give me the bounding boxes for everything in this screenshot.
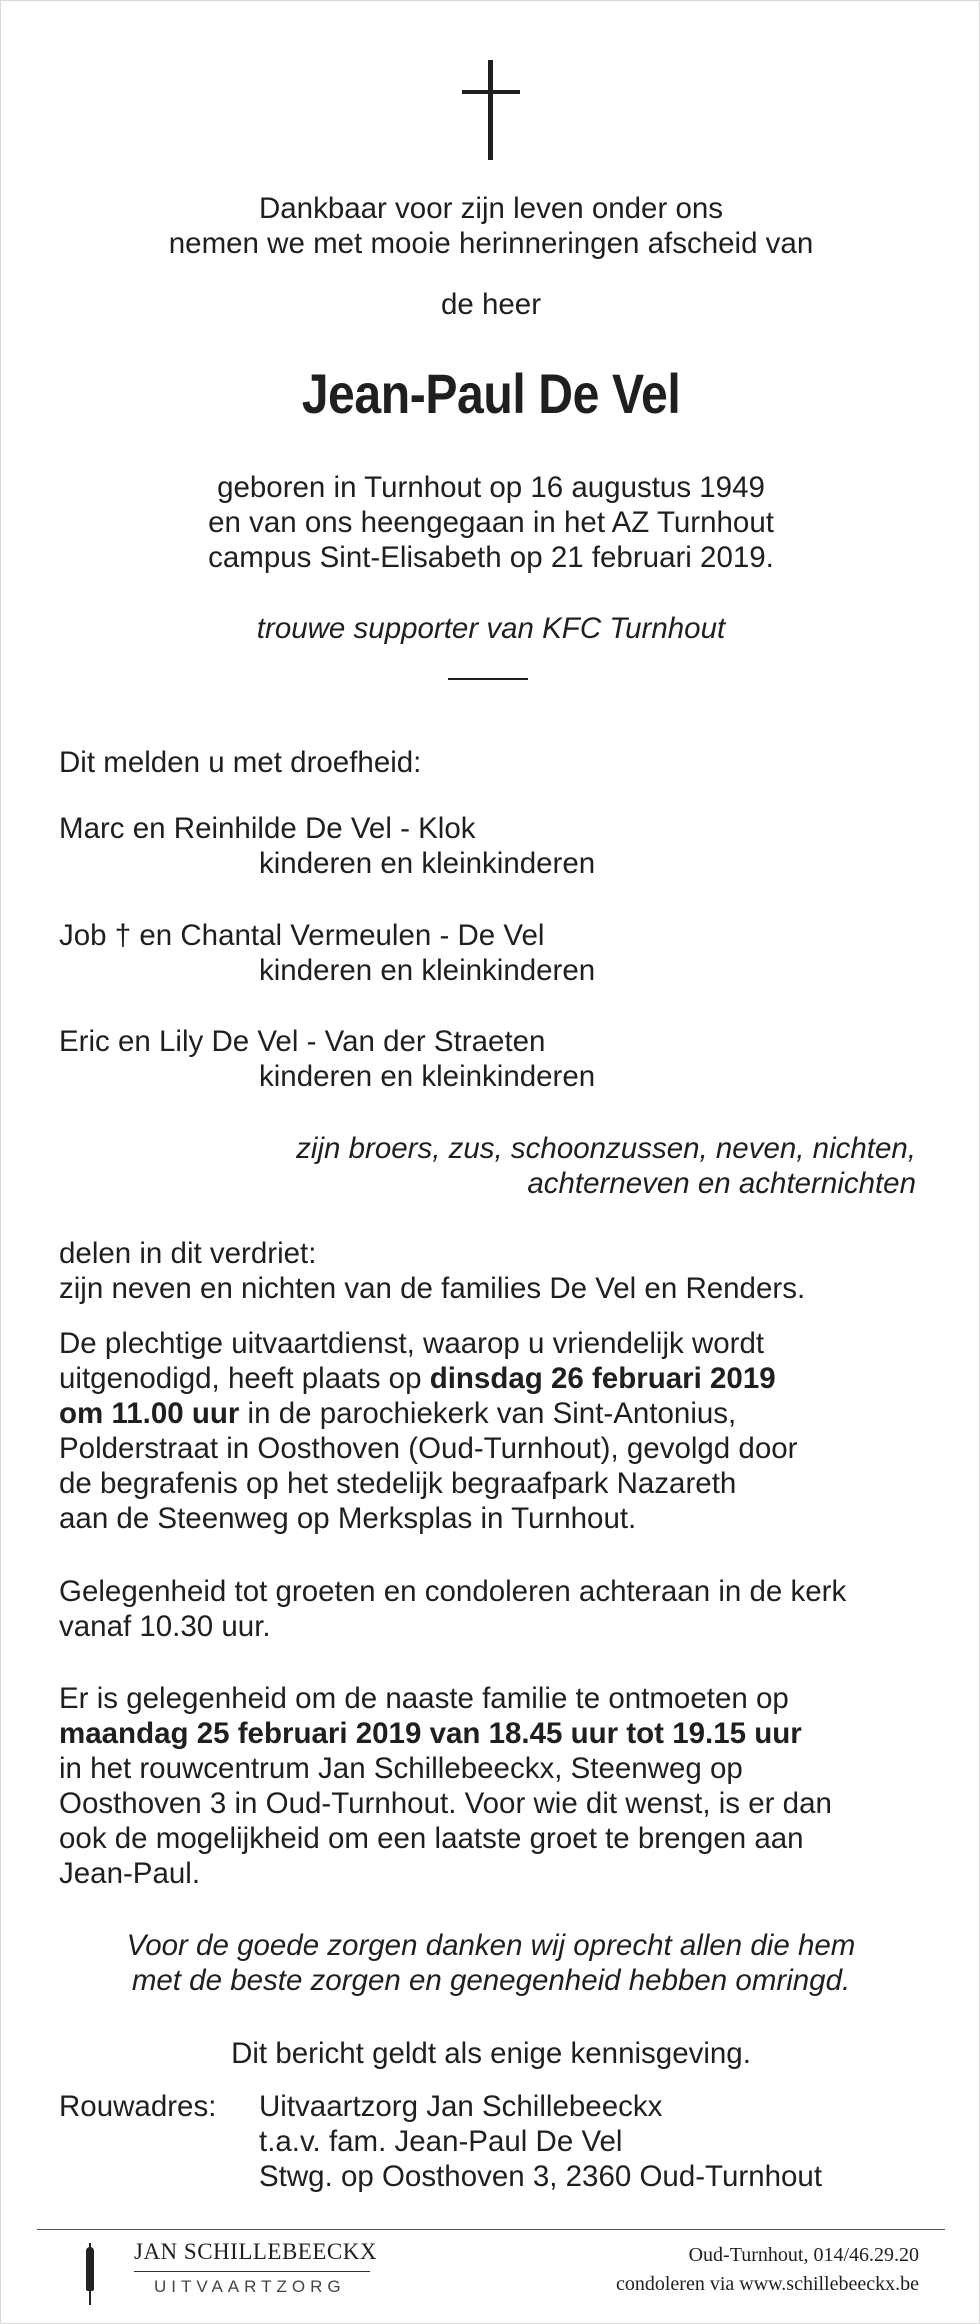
footer-phone: Oud-Turnhout, 014/46.29.20: [688, 2244, 919, 2266]
family-name: Marc en Reinhilde De Vel - Klok: [59, 812, 476, 845]
relatives-text: [296, 1131, 916, 1201]
deceased-name-wrap: [1, 361, 980, 426]
relatives-line: zijn broers, zus, schoonzussen, neven, nichten,: [296, 1132, 916, 1165]
condolence-line: vanaf 10.30 uur.: [59, 1610, 271, 1643]
visit-line: in het rouwcentrum Jan Schillebeeckx, Steenweg op: [59, 1752, 743, 1785]
family-name: Eric en Lily De Vel - Van der Straeten: [59, 1025, 546, 1058]
cypress-tree-icon: [85, 2243, 95, 2305]
intro-text: [1, 191, 980, 261]
service-line: uitgenodigd, heeft plaats op dinsdag 26 februari 2019: [59, 1362, 776, 1395]
deceased-name: Jean-Paul De Vel: [301, 362, 681, 425]
salutation: de heer: [440, 288, 542, 321]
footer-web: condoleren via www.schillebeeckx.be: [615, 2273, 919, 2295]
address-line: Uitvaartzorg Jan Schillebeeckx: [259, 2090, 663, 2123]
notice-text: Dit bericht geldt als enige kennisgeving.: [231, 2037, 751, 2070]
visit-text: [59, 1681, 939, 1891]
share-line: zijn neven en nichten van de families De Vel en Renders.: [59, 1272, 806, 1305]
thanks-line: Voor de goede zorgen danken wij oprecht allen die hem: [126, 1929, 856, 1962]
visit-date: maandag 25 februari 2019 van 18.45 uur tot 19.15 uur: [59, 1717, 802, 1750]
cross-icon: [462, 60, 520, 160]
service-line: De plechtige uitvaartdienst, waarop u vriendelijk wordt: [59, 1327, 765, 1360]
visit-line: Er is gelegenheid om de naaste familie te ontmoeten op: [59, 1682, 789, 1715]
visit-line: Oosthoven 3 in Oud-Turnhout. Voor wie dit wenst, is er dan: [59, 1787, 832, 1820]
footer-brand-sub: UITVAARTZORG: [154, 2277, 346, 2296]
visit-line: Jean-Paul.: [59, 1857, 201, 1890]
family-name: Job † en Chantal Vermeulen - De Vel: [59, 919, 545, 952]
service-line: om 11.00 uur in de parochiekerk van Sint-Antonius,: [59, 1397, 737, 1430]
service-line: Polderstraat in Oosthoven (Oud-Turnhout), gevolgd door: [59, 1432, 798, 1465]
footer-contact: [616, 2241, 919, 2299]
family-sub: kinderen en kleinkinderen: [259, 847, 596, 880]
relatives-line: achterneven en achternichten: [527, 1167, 916, 1200]
address-line: t.a.v. fam. Jean-Paul De Vel: [259, 2125, 623, 2158]
footer-brand-rule: [134, 2271, 370, 2272]
birth-death-line: campus Sint-Elisabeth op 21 februari 2019.: [208, 541, 774, 574]
footer-divider: [37, 2229, 945, 2230]
service-date: dinsdag 26 februari 2019: [429, 1362, 776, 1395]
footer-brand: JAN SCHILLEBEECKX: [134, 2239, 377, 2264]
condolence-line: Gelegenheid tot groeten en condoleren achteraan in de kerk: [59, 1575, 847, 1608]
announce-text: Dit melden u met droefheid:: [59, 746, 422, 779]
address-label: Rouwadres:: [59, 2090, 217, 2123]
family-sub: kinderen en kleinkinderen: [259, 1060, 596, 1093]
address-block: [259, 2089, 822, 2194]
service-time: om 11.00 uur: [59, 1397, 240, 1430]
family-sub: kinderen en kleinkinderen: [259, 954, 596, 987]
address-line: Stwg. op Oosthoven 3, 2360 Oud-Turnhout: [259, 2160, 823, 2193]
visit-line: ook de mogelijkheid om een laatste groet te brengen aan: [59, 1822, 804, 1855]
birth-death-text: [1, 470, 980, 575]
intro-line: Dankbaar voor zijn leven onder ons: [258, 192, 724, 225]
epithet: trouwe supporter van KFC Turnhout: [256, 612, 726, 645]
birth-death-line: geboren in Turnhout op 16 augustus 1949: [217, 471, 765, 504]
thanks-text: [1, 1928, 980, 1998]
intro-line: nemen we met mooie herinneringen afscheid van: [168, 227, 814, 260]
service-text: [59, 1326, 939, 1536]
share-line: delen in dit verdriet:: [59, 1237, 317, 1270]
service-line: de begrafenis op het stedelijk begraafpark Nazareth: [59, 1467, 737, 1500]
service-line: aan de Steenweg op Merksplas in Turnhout.: [59, 1502, 637, 1535]
thanks-line: met de beste zorgen en genegenheid hebben omringd.: [131, 1964, 851, 1997]
condolence-text: [59, 1574, 939, 1644]
separator-line: [448, 678, 528, 680]
birth-death-line: en van ons heengegaan in het AZ Turnhout: [208, 506, 774, 539]
share-text: [59, 1236, 939, 1306]
